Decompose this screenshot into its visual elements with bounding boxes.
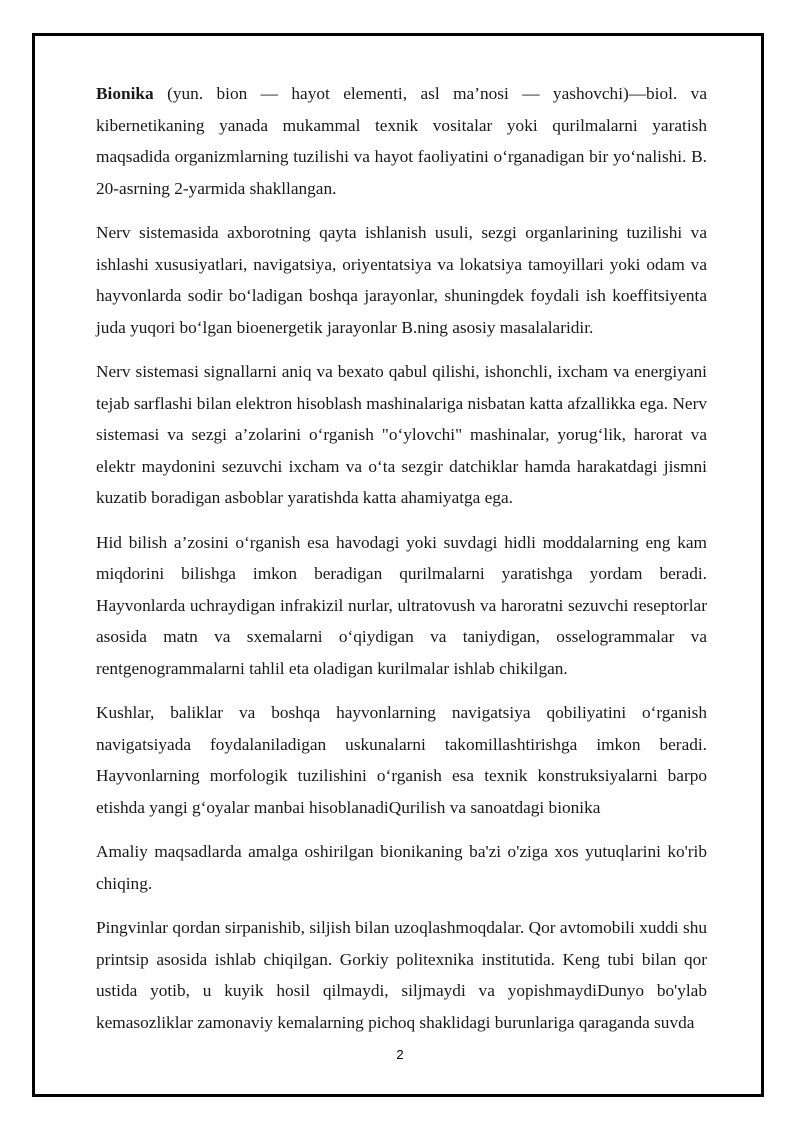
document-body (96, 78, 707, 1051)
paragraph-1-text: (yun. bion — hayot elementi, asl ma’nosi — yashovchi)—biol. va kibernetikaning yanada mukammal texnik vositalar yoki qurilmalarni yaratish maqsadida organizmlarning tuzilishi va hayot faoliyatini oʻrganadigan bir yoʻnalishi. B. 20-asrning 2-yarmida shakllangan. (96, 84, 707, 198)
paragraph-3: Nerv sistemasi signallarni aniq va bexato qabul qilishi, ishonchli, ixcham va energiyani tejab sarflashi bilan elektron hisoblash mashinalariga nisbatan katta afzallikka ega. Nerv sistemasi va sezgi a’zolarini oʻrganish "oʻylovchi" mashinalar, yorugʻlik, harorat va elektr maydonini sezuvchi ixcham va oʻta sezgir datchiklar hamda harakatdagi jismni kuzatib boradigan asboblar yaratishda katta ahamiyatga ega. (96, 362, 707, 507)
paragraph-7: Pingvinlar qordan sirpanishib, siljish bilan uzoqlashmoqdalar. Qor avtomobili xuddi shu printsip asosida ishlab chiqilgan. Gorkiy politexnika institutida. Keng tubi bilan qor ustida yotib, u kuyik hosil qilmaydi, siljmaydi va yopishmaydiDunyo bo'ylab kemasozliklar zamonaviy kemalarning pichoq shaklidagi burunlariga qaraganda suvda (96, 918, 707, 1032)
page-number: 2 (396, 1047, 404, 1062)
paragraph-1 (96, 78, 707, 204)
paragraph-6: Amaliy maqsadlarda amalga oshirilgan bionikaning ba'zi o'ziga xos yutuqlarini ko'rib chiqing. (96, 842, 707, 893)
paragraph-4: Hid bilish a’zosini oʻrganish esa havodagi yoki suvdagi hidli moddalarning eng kam miqdorini bilishga imkon beradigan qurilmalarni yaratishga yordam beradi. Hayvonlarda uchraydigan infrakizil nurlar, ultratovush va haroratni sezuvchi reseptorlar asosida matn va sxemalarni oʻqiydigan va taniydigan, osselogrammalar va rentgenogrammalarni tahlil eta oladigan kurilmalar ishlab chikilgan. (96, 532, 707, 678)
paragraph-5: Kushlar, baliklar va boshqa hayvonlarning navigatsiya qobiliyatini oʻrganish navigatsiyada foydalaniladigan uskunalarni takomillashtirishga imkon beradi. Hayvonlarning morfologik tuzilishini oʻrganish esa texnik konstruksiyalarni barpo etishda yangi gʻoyalar manbai hisoblanadiQurilish va sanoatdagi bionika (96, 703, 707, 817)
page-frame (32, 33, 764, 1097)
paragraph-2: Nerv sistemasida axborotning qayta ishlanish usuli, sezgi organlarining tuzilishi va ishlashi xususiyatlari, navigatsiya, oriyentatsiya va lokatsiya tamoyillari yoki odam va hayvonlarda sodir boʻladigan boshqa jarayonlar, shuningdek foydali ish koeffitsiyenta juda yuqori boʻlgan bioenergetik jarayonlar B.ning asosiy masalalaridir. (96, 223, 707, 337)
term-bionika: Bionika (96, 84, 154, 103)
